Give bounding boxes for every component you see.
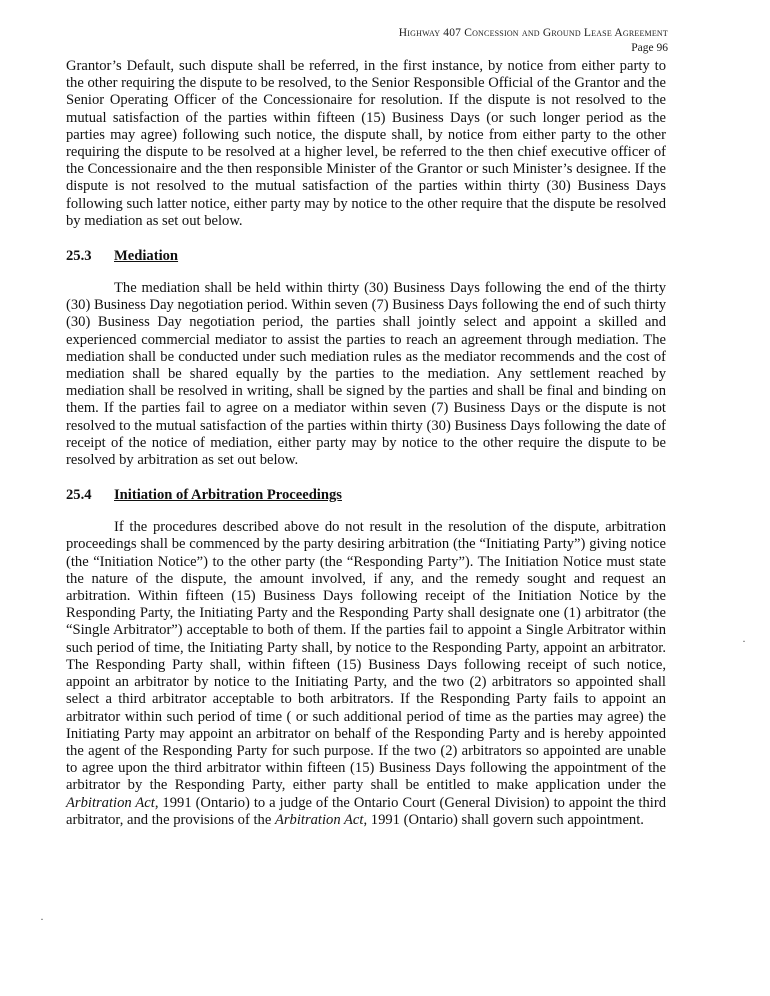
running-header — [399, 26, 668, 56]
section-title: Initiation of Arbitration Proceedings — [114, 487, 342, 504]
header-page-number: Page 96 — [631, 42, 668, 54]
act-name: Arbitration Act — [66, 794, 155, 811]
header-title: Highway 407 Concession and Ground Lease Agreement — [398, 27, 668, 39]
mediation-paragraph: The mediation shall be held within thirty (30) Business Days following the end of the thirty (30) Business Day negotiation period. Within seven (7) Business Days following the end of such thirty (30) Business Day negotiation period, the parties shall jointly select and appoint a skilled and experienced commercial mediator to assist the parties to reach an agreement through mediation. The mediation shall be conducted under such mediation rules as the mediator recommends and the cost of mediation shall be shared equally by the parties to the mediation. Any settlement reached by mediation shall be resolved in writing, shall be signed by the parties and shall be final and binding on them. If the parties fail to agree on a mediator within seven (7) Business Days or the dispute is not resolved to the mutual satisfaction of the parties within thirty (30) Business Days following the date of receipt of the notice of mediation, either party may by notice to the other require the dispute to be resolved by arbitration as set out below. — [66, 280, 666, 469]
arbitration-paragraph — [66, 519, 666, 829]
continued-paragraph: Grantor’s Default, such dispute shall be referred, in the first instance, by notice from either party to the other requiring the dispute to be resolved, to the Senior Responsible Official of the Grantor and the Senior Operating Officer of the Concessionaire for resolution. If the dispute is not resolved to the mutual satisfaction of the parties within fifteen (15) Business Days (or such longer period as the parties may agree) following such notice, the dispute shall, by notice from either party to the other requiring the dispute to be resolved at a higher level, be referred to the then chief executive officer of the Concessionaire and the then responsible Minister of the Grantor or such Minister’s designee. If the dispute is not resolved to the mutual satisfaction of the parties within thirty (30) Business Days following such latter notice, either party may by notice to the other require that the dispute be resolved by mediation as set out below. — [66, 58, 666, 229]
document-body — [66, 58, 666, 829]
section-number: 25.4 — [66, 487, 92, 504]
arbitration-text-1: If the procedures described above do not result in the resolution of the dispute, arbitration proceedings shall be commenced by the party desiring arbitration (the “Initiating Party”) giving notice (the “Initiation Notice”) to the other party (the “Responding Party”). The Initiation Notice must state the nature of the dispute, the amount involved, if any, and the remedy sought and request an arbitration. Within fifteen (15) Business Days following receipt of the Initiation Notice by the Responding Party, the Initiating Party and the Responding Party shall designate one (1) arbitrator (the “Single Arbitrator”) acceptable to both of them. If the parties fail to appoint a Single Arbitrator within such period of time, the Initiating Party shall, by notice to the Responding Party, appoint an arbitrator. The Responding Party shall, within fifteen (15) Business Days following receipt of such notice, appoint an arbitrator by notice to the Initiating Party, and the two (2) arbitrators so appointed shall select a third arbitrator acceptable to both arbitrators. If the Responding Party fails to appoint an arbitrator within such period of time ( or such additional period of time as the parties may agree) the Initiating Party may appoint an arbitrator on behalf of the Responding Party and is hereby appointed the agent of the Responding Party for such purpose. If the two (2) arbitrators so appointed are unable to agree upon the third arbitrator within fifteen (15) Business Days following the appointment of the arbitrator by the Responding Party, either party shall be entitled to make application under the — [66, 519, 666, 794]
section-title: Mediation — [114, 248, 179, 265]
act-name: Arbitration Act — [274, 811, 364, 828]
section-heading-arbitration — [66, 487, 666, 504]
section-number: 25.3 — [66, 248, 92, 265]
arbitration-text-3: , 1991 (Ontario) shall govern such appointment. — [363, 811, 644, 828]
scan-speck: · — [742, 634, 746, 648]
section-heading-mediation — [66, 248, 666, 265]
scan-speck: · — [40, 912, 44, 926]
arbitration-text-2: , 1991 (Ontario) to a judge of the Ontario Court (General Division) to appoint the third arbitrator, and the provisions of the — [66, 794, 666, 828]
